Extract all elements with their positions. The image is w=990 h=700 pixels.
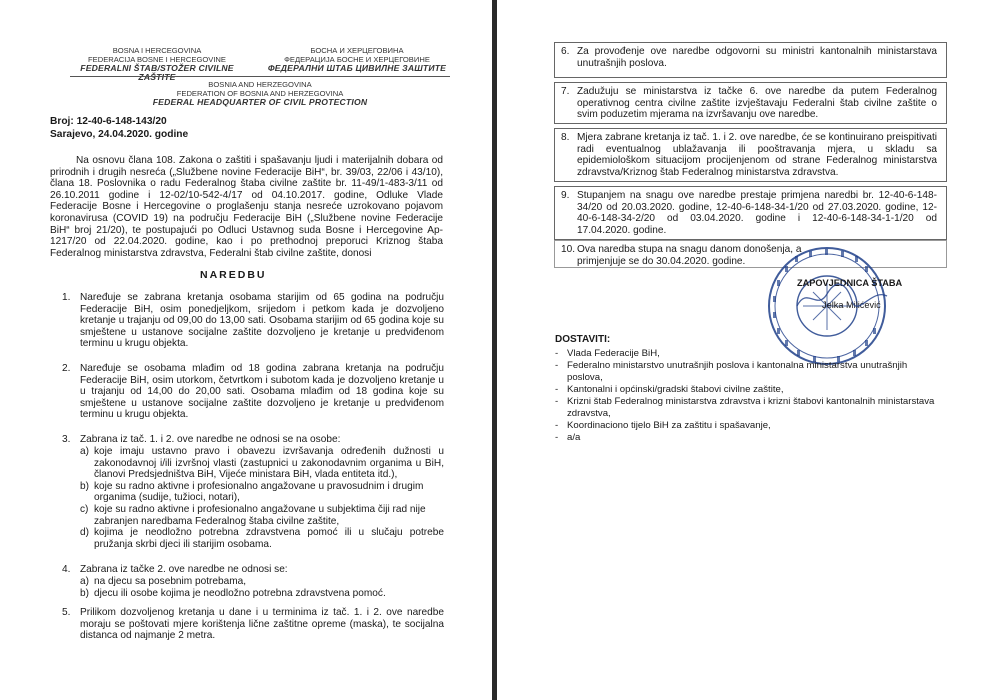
header-right-line2: ФЕДЕРАЦИЈА БОСНЕ И ХЕРЦЕГОВИНЕ [284,55,430,64]
item-9-box [554,186,947,240]
item-6-box [554,42,947,78]
item-9-text: Stupanjem na snagu ove naredbe prestaje primjena naredbi br. 12-40-6-148-34/20 od 20.03.2020. godine, 12-40-6-148-34-1/20 od 27.03.2020. godine, 12-40-6-148-34-2/20 od 03.04.2020. godine i 12-40-6-148-34-1-1/20 od 17.04.2020. godine. [577,190,937,236]
item-6-number: 6. [561,46,570,57]
item-3-sublist [80,446,444,550]
dostaviti-item: - Krizni štab Federalnog ministarstva zdravstva i krizni štabovi kantonalnih ministarstava zdravstva, [555,396,935,420]
dostaviti-list [555,348,935,444]
item-3-sub-d [80,527,444,550]
sub-letter: b) [80,587,89,599]
header-en-line1: BOSNIA AND HERZEGOVINA [208,80,312,89]
header-left-line2: FEDERACIJA BOSNE I HERCEGOVINE [88,55,226,64]
item-6-text: Za provođenje ove naredbe odgovorni su ministri kantonalnih ministarstava unutrašnjih poslova. [577,46,937,69]
item-8-text: Mjera zabrane kretanja iz tač. 1. i 2. ove naredbe, će se kontinuirano preispitivati radi eventualnog ublažavanja ili pooštravanja mjera, u skladu sa epidemiološkom situacijom procijenjenom od strane Federalnog ministarstva zdravstva/Kriznog štab Federalnog ministarstva zdravstva. [577,132,937,178]
right-page [497,0,990,700]
header-divider [70,76,450,77]
sub-letter: b) [80,480,89,492]
reference-block [50,115,310,141]
header-left-line3: FEDERALNI ŠTAB/STOŽER CIVILNE ZAŠTITE [80,63,234,82]
item-10-number: 10. [561,244,576,255]
item-8-number: 8. [561,132,570,143]
signature-name: Jelka Milićević [822,300,881,310]
dostaviti-item: - Federalno ministarstvo unutrašnjih poslova i kantonalna ministarstva unutrašnjih poslova, [555,360,935,384]
intro-paragraph: Na osnovu člana 108. Zakona o zaštiti i spašavanju ljudi i materijalnih dobara od prirodnih i drugih nesreća („Službene novine Federacije BiH“, br. 39/03, 22/06 i 43/10), člana 18. Poslovnika o radu Federalnog štaba civilne zaštite br. 11-49/1-483-3/11 od 26.10.2011 godine i 12-02/10-542-4/17 od 04.10.2017. godine, Odluke Vlade Federacije Bosne i Hercegovine o proglašenju stanja nesreće uzrokovano pojavom koronavirusa (COVID 19) na području Federacije BiH („Službene novine Federacije BiH“ broj 21/20), te postupajući po Odluci Ustavnog suda Bosne i Hercegovine Ap-1217/20 od 22.04.2020. godine, kao i po prethodnoj preporuci Kriznog štaba Federalnog ministarstva zdravstva, Federalni štab civilne zaštite, donosi [50,155,443,259]
item-1-text: Naređuje se zabrana kretanja osobama starijim od 65 godina na području Federacije BiH, osim ponedjeljkom, srijedom i petkom kada je dozvoljeno kretanje u trajanju od 09,00 do 13,00 sati. Osobama starijim od 65 godina koje su smještene u ustanove socijalne zaštite dozvoljeno je kretanje u predviđenom terminu u krugu objekta. [80,292,444,350]
sub-text: kojima je neodložno potrebna zdravstvena pomoć ili u slučaju potrebe pružanja skrbi djeci ili starijim osobama. [94,527,444,550]
item-7-box [554,82,947,124]
item-4-number: 4. [62,564,71,575]
reference-date: Sarajevo, 24.04.2020. godine [50,129,189,140]
document-title: NAREDBU [200,269,267,281]
sub-text: djecu ili osobe kojima je neodložno potrebna zdravstvena pomoć. [94,587,386,599]
header-right-line1: БОСНА И ХЕРЦЕГОВИНА [310,46,404,55]
dostaviti-item: - a/a [555,432,935,444]
sub-text: koje imaju ustavno pravo i obavezu izvršavanja određenih dužnosti u zakonodavnoj i/ili izvršnoj vlasti (zastupnici u zakonodavnim organima u BiH, članovi Predsjedništva BiH, Vijeće ministara BiH, vlada entiteta itd.), [94,446,444,481]
item-3-text: Zabrana iz tač. 1. i 2. ove naredbe ne odnosi se na osobe: [80,434,341,445]
sub-text: na djecu sa posebnim potrebama, [94,576,247,587]
item-1-number: 1. [62,292,71,303]
item-4-sublist [80,576,444,599]
item-4-sub-b [80,588,444,600]
sub-text: koje su radno aktivne i profesionalno angažovane u pravosudnim i drugim organima (sudije, tužioci, notari), [94,480,424,504]
sub-letter: a) [80,446,89,457]
dostaviti-item: - Koordinaciono tijelo BiH za zaštitu i spašavanje, [555,420,935,432]
item-5-text: Prilikom dozvoljenog kretanja u dane i u terminima iz tač. 1. i 2. ove naredbe moraju se poštovati mjere korištenja lične zaštitne opreme (maska), te socijalna distanca od najmanje 2 metra. [80,607,444,642]
item-4-text: Zabrana iz tačke 2. ove naredbe ne odnosi se: [80,564,288,575]
item-8-box [554,128,947,182]
header-english [70,80,450,107]
sub-letter: d) [80,527,89,539]
dostaviti-item: - Vlada Federacije BiH, [555,348,935,360]
header-right [262,46,452,73]
item-3-sub-c [80,504,444,527]
item-10-text: Ova naredba stupa na snagu danom donošenja, a primjenjuje se do 30.04.2020. godine. [577,244,802,267]
item-3-sub-a [80,446,444,481]
header-en-line3: FEDERAL HEADQUARTER OF CIVIL PROTECTION [152,97,368,107]
header-left-line1: BOSNA I HERCEGOVINA [112,46,202,55]
left-page [0,0,492,700]
item-4-sub-a [80,576,444,588]
signature-title: ZAPOVJEDNICA ŠTABA [797,278,903,288]
dostaviti-item: - Kantonalni i općinski/gradski štabovi civilne zaštite, [555,384,935,396]
item-9-number: 9. [561,190,570,201]
item-2-number: 2. [62,363,71,374]
dostaviti-heading: DOSTAVITI: [555,334,611,345]
header-en-line2: FEDERATION OF BOSNIA AND HERZEGOVINA [176,89,344,98]
handwritten-signature-icon [792,276,902,316]
sub-text: koje su radno aktivne i profesionalno angažovane u subjektima čiji rad nije zabranjen naredbama Federalnog štaba civilne zaštite, [94,503,426,527]
item-5-number: 5. [62,607,71,618]
reference-number: Broj: 12-40-6-148-143/20 [50,116,167,127]
header-right-line3: ФЕДЕРАЛНИ ШТАБ ЦИВИЛНЕ ЗАШТИТЕ [267,63,447,73]
sub-letter: a) [80,576,89,587]
item-3-sub-b [80,481,444,504]
sub-letter: c) [80,503,89,515]
item-7-number: 7. [561,86,570,97]
item-2-text: Naređuje se osobama mlađim od 18 godina zabrana kretanja na području Federacije BiH, osim utorkom, četvrtkom i subotom kada je dozvoljeno kretanje u u trajanju od 14,00 do 20,00 sati. Osobama mlađim od 18 godina koje su smještene u ustanove socijalne zaštite dozvoljeno je kretanje u predviđenom terminu u krugu objekta. [80,363,444,421]
item-3-number: 3. [62,434,71,445]
item-7-text: Zadužuju se ministarstva iz tačke 6. ove naredbe da putem Federalnog operativnog centra civilne zaštite izvještavaju Federalni štab civilne zaštite o svim poduzetim mjerama na izvršavanju ove naredbe. [577,86,937,121]
